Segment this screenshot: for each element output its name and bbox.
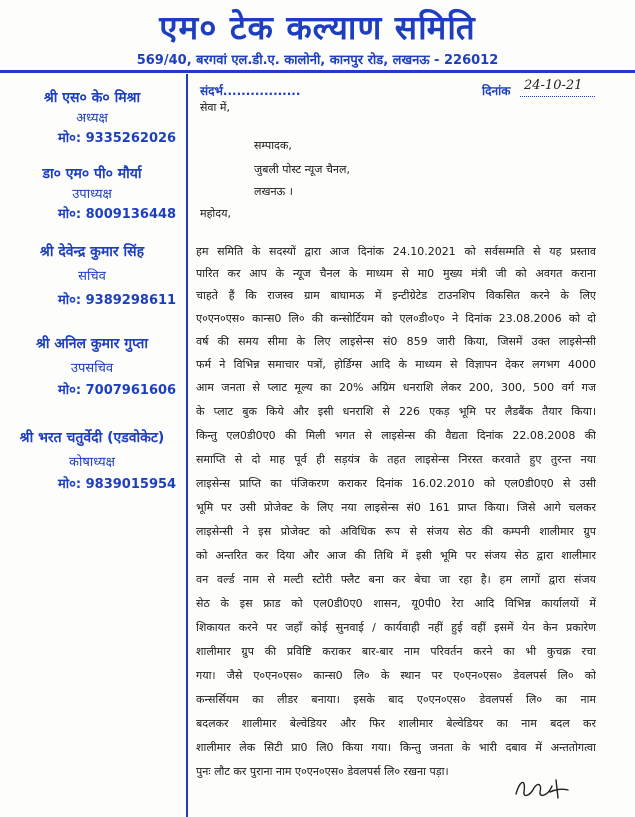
body-line: गया। जैसे ए०एन०एस० कान्स0 लि० के स्थान पर ए०एन०एस० डेवलपर्स लि० को: [196, 669, 596, 682]
body-line: समाप्ति से दो माह पूर्व ही सड़यंत्र के तहत लाइसेन्स निरस्त करवाते हुए तुरन्त नया: [196, 453, 596, 466]
reference-label: संदर्भ.................: [200, 84, 301, 98]
body-line: किन्तु एल0डी0ए0 की मिली भगत से लाइसेन्स की वैद्यता दिनांक 22.08.2008 की: [196, 429, 596, 442]
date-underline: [520, 96, 595, 97]
body-line: लाइसेन्सी ने इस प्रोजेक्ट को अविधिक रूप से संजय सेठ की कम्पनी शालीमार ग्रुप: [196, 525, 596, 538]
member-role: उपसचिव: [70, 361, 114, 376]
member-phone: मो०: 9839015954: [58, 477, 177, 492]
member-name: श्री भरत चतुर्वेदी (एडवोकेट): [19, 430, 165, 446]
greeting: महोदय,: [200, 207, 231, 220]
member-name: श्री देवेन्द्र कुमार सिंह: [39, 244, 145, 260]
body-line: हम समिति के सदस्यों द्वारा आज दिनांक 24.10.2021 को सर्वसम्मति से यह प्रस्ताव: [196, 245, 596, 258]
body-line: चाहते हैं कि राजस्व ग्राम बाघामऊ में इन्टीग्रेटेड टाउनशिप विकसित करने के लिए: [196, 289, 596, 302]
header-divider: [0, 70, 635, 73]
body-line: शिकायत करने पर जहाँ कोई सुनवाई / कार्यवाही नहीं हुई वहीं इसमें येन केन प्रकारेण: [196, 621, 596, 634]
recipient-line: लखनऊ ।: [254, 185, 293, 198]
org-name: एम० टेक कल्याण समिति: [159, 8, 476, 47]
body-line: सेठ के इस फ्राड को एल0डी0ए0 शासन, यू0पी0 रेरा आदि विभिन्न कार्यालयों में: [196, 597, 596, 610]
signature-mark: [512, 772, 572, 802]
salutation-to: सेवा में,: [200, 101, 230, 114]
body-line: ए०एन०एस० कान्स0 लि० की कन्सोर्टियम को एल०डी०ए० ने दिनांक 23.08.2006 को दो: [196, 312, 596, 325]
body-line: वर्ष की समय सीमा के लिए लाइसेन्स सं0 859 जारी किया, जिसमें उक्त लाइसेन्सी: [196, 335, 596, 348]
body-line: शालीमार लेक सिटी प्रा0 लि0 किया गया। किन्तु जनता के भारी दबाव में अन्ततोगत्वा: [196, 741, 596, 754]
body-line: के प्लाट बुक किये और इसी धनराशि से 226 एकड़ भूमि पर लैडबैंक तैयार किया।: [196, 405, 596, 418]
member-phone: मो०: 9389298611: [58, 293, 177, 308]
sidebar-divider: [186, 74, 188, 817]
org-address: 569/40, बरगवां एल.डी.ए. कालोनी, कानपुर रोड, लखनऊ - 226012: [136, 53, 499, 68]
body-line: पारित कर आप के न्यूज चैनल के माध्यम से मा0 मुख्य मंत्री जी को अवगत कराना: [196, 267, 596, 280]
body-line: भूमि पर उसी प्रोजेक्ट के लिए नया लाइसेन्स सं0 161 प्राप्त किया। जिसे आगे चलकर: [196, 501, 596, 514]
member-name: श्री अनिल कुमार गुप्ता: [35, 336, 149, 352]
body-line: बदलकर शालीमार बेल्वेडियर और फिर शालीमार बेल्वेडियर का नाम बदल कर: [196, 717, 596, 730]
body-line: शालीमार ग्रुप की प्रविष्टि कराकर बार-बार नाम परिवर्तन करने का भी कुचक्र रचा: [196, 645, 596, 658]
date-label: दिनांक: [482, 84, 511, 98]
member-role: उपाध्यक्ष: [72, 187, 112, 202]
body-line: लाइसेन्स प्राप्ति का पंजिकरण कराकर दिनांक 16.02.2010 को एल0डी0ए0 से उसी: [196, 477, 596, 490]
date-value: 24-10-21: [524, 78, 583, 93]
body-line: फर्म ने विभिन्न समाचार पत्रों, होर्डिग्स आदि के माध्यम से विज्ञापन देकर लगभग 4000: [196, 358, 596, 371]
body-line: पुनः लौट कर पुराना नाम ए०एन०एस० डेवलपर्स लि० रखना पड़ा।: [196, 765, 449, 778]
body-line: कन्सर्सियम का लीडर बनाया। इसके बाद ए०एन०एस० डेवलपर्स लि० का नाम: [196, 693, 596, 706]
member-name: डा० एम० पी० मौर्या: [42, 166, 142, 182]
member-role: अध्यक्ष: [76, 111, 108, 126]
recipient-line: सम्पादक,: [254, 139, 292, 152]
member-role: कोषाध्यक्ष: [69, 455, 115, 470]
member-phone: मो०: 7007961606: [58, 383, 177, 398]
member-role: सचिव: [78, 269, 106, 284]
body-line: आम जनता से प्लाट मूल्य का 20% अग्रिम धनराशि लेकर 200, 300, 500 वर्ग गज: [196, 381, 596, 394]
member-phone: मो०: 9335262026: [58, 131, 177, 146]
recipient-line: जुबली पोस्ट न्यूज चैनल,: [254, 163, 350, 176]
body-line: वन वर्ल्ड नाम से मल्टी स्टोरी फ्लैट बना कर बेचा जा रहा है। हम लागों द्वारा संजय: [196, 573, 596, 586]
member-name: श्री एस० के० मिश्रा: [43, 90, 141, 106]
body-line: को अन्तरित कर दिया और आज की तिथि में इसी भूमि पर संजय सेठ द्वारा शालीमार: [196, 549, 596, 562]
member-phone: मो०: 8009136448: [58, 207, 177, 222]
